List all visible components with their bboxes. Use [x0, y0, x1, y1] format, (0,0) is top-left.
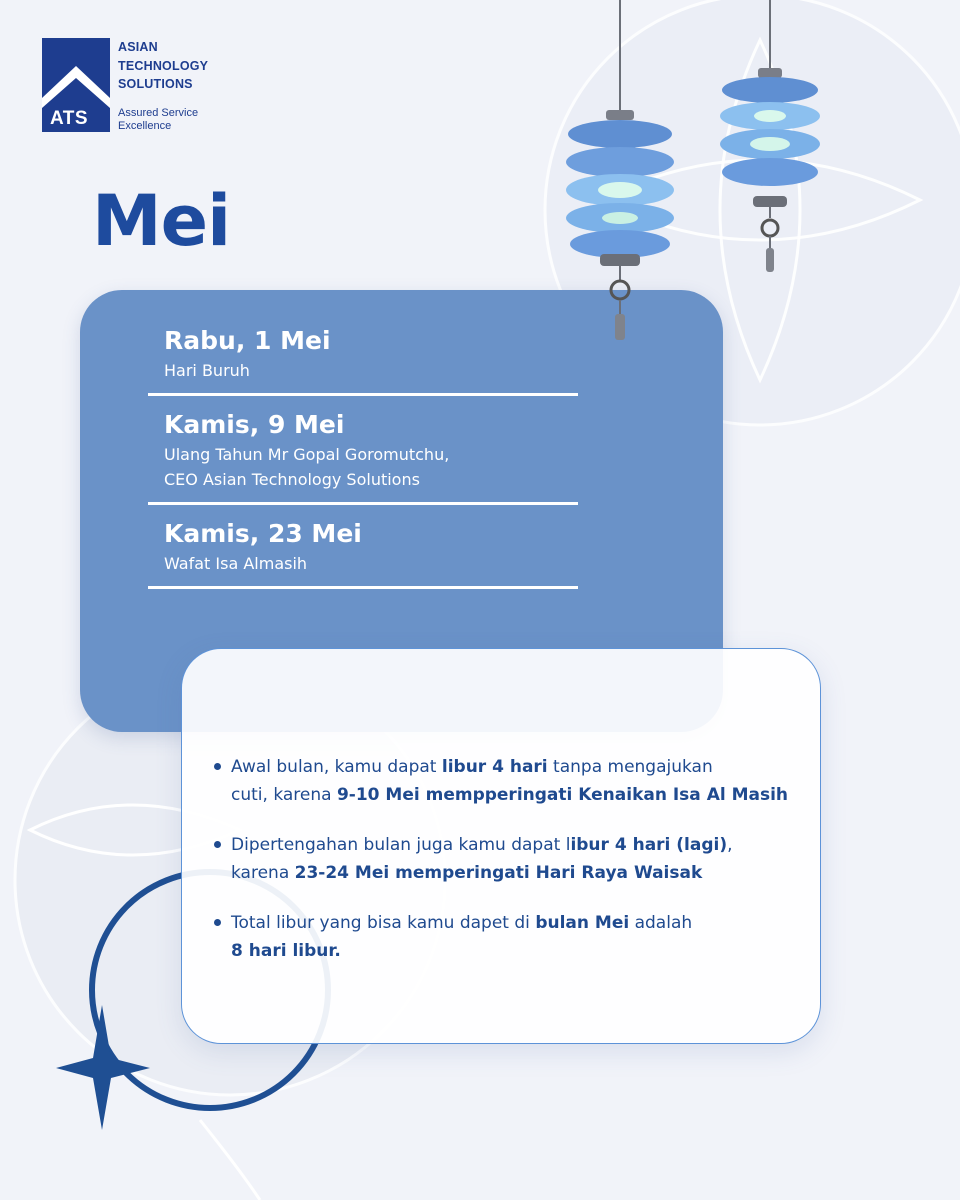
holiday-name-line: Hari Buruh	[164, 361, 250, 380]
lantern-icon	[560, 0, 680, 345]
info-list	[214, 753, 794, 987]
note-text: Awal bulan, kamu dapat	[231, 757, 442, 777]
holiday-date: Rabu, 1 Mei	[164, 326, 331, 355]
note-text: karena	[231, 863, 295, 883]
brand-name-line-3: SOLUTIONS	[118, 77, 193, 91]
note-text: Dipertengahan bulan juga kamu dapat l	[231, 835, 571, 855]
list-item	[214, 909, 794, 965]
holiday-name-line: Wafat Isa Almasih	[164, 554, 308, 573]
holiday-item	[148, 324, 578, 396]
brand-tagline-line-2: Excellence	[118, 119, 172, 132]
holiday-item	[148, 408, 578, 505]
lantern-icon	[715, 0, 825, 280]
logo-abbr: ATS	[50, 108, 89, 129]
note-highlight: 23-24 Mei memperingati Hari Raya Waisak	[294, 863, 703, 883]
page-title: Mei	[92, 180, 231, 262]
note-text: Total libur yang bisa kamu dapet di	[231, 913, 536, 933]
note-text: tanpa mengajukan	[547, 757, 713, 777]
brand-tagline	[118, 107, 208, 133]
note-highlight: 8 hari libur.	[231, 941, 341, 961]
note-highlight: libur 4 hari	[441, 757, 548, 777]
note-text: ,	[727, 835, 733, 855]
holiday-name-line: Ulang Tahun Mr Gopal Goromutchu,	[164, 445, 450, 464]
holiday-item	[148, 517, 578, 589]
list-item	[214, 753, 794, 809]
brand-name-line-2: TECHNOLOGY	[118, 58, 209, 73]
holiday-date: Kamis, 23 Mei	[164, 519, 362, 548]
brand-logo	[42, 38, 242, 138]
holiday-list	[148, 324, 578, 601]
note-text: adalah	[629, 913, 693, 933]
holiday-name	[148, 551, 578, 586]
note-highlight: bulan Mei	[535, 913, 630, 933]
note-text: cuti, karena	[231, 785, 337, 805]
info-card	[181, 648, 821, 1044]
list-item	[214, 831, 794, 887]
brand-tagline-line-1: Assured Service	[118, 106, 199, 119]
note-highlight: 9-10 Mei mempperingati Kenaikan Isa Al Masih	[336, 785, 789, 805]
note-highlight: ibur 4 hari (lagi)	[570, 835, 728, 855]
brand-name-line-1: ASIAN	[118, 40, 158, 54]
holiday-name-line: CEO Asian Technology Solutions	[164, 470, 420, 489]
holiday-date: Kamis, 9 Mei	[164, 410, 345, 439]
holiday-name	[148, 358, 578, 393]
holiday-name	[148, 442, 578, 502]
